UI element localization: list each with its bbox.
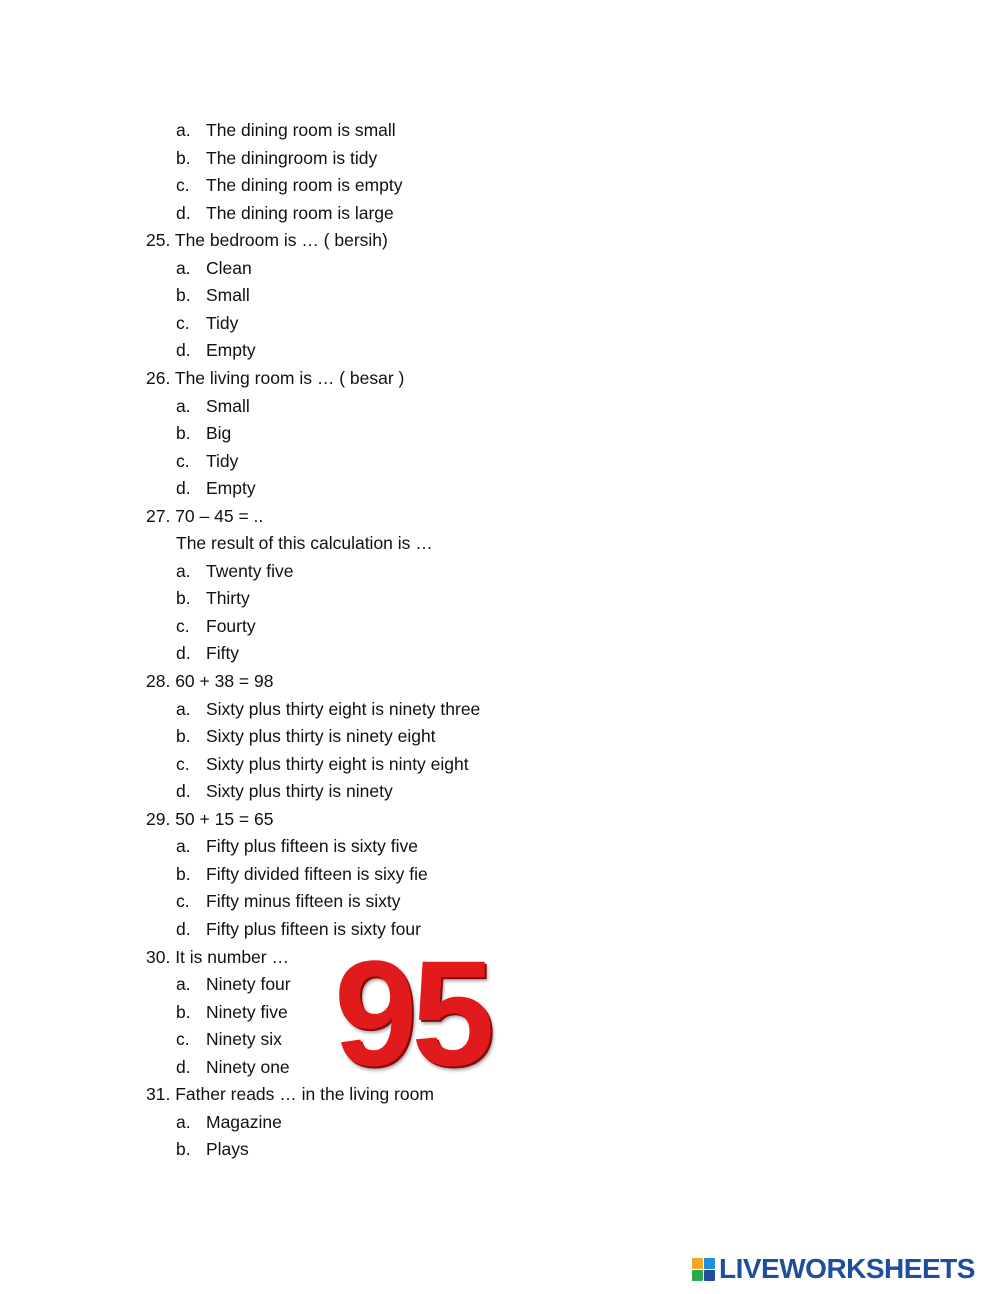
option-letter: c. xyxy=(176,615,190,636)
question-subtext-text: The result of this calculation is … xyxy=(176,533,433,554)
option-text: Tidy xyxy=(206,450,239,471)
option-letter: a. xyxy=(176,974,191,995)
option-letter: b. xyxy=(176,423,191,444)
option-text: Plays xyxy=(206,1139,249,1160)
option-text: Sixty plus thirty is ninety eight xyxy=(206,726,436,747)
option-letter: d. xyxy=(176,478,191,499)
option-text: Clean xyxy=(206,257,252,278)
option-letter: b. xyxy=(176,863,191,884)
option-text: Fourty xyxy=(206,615,256,636)
option-text: Ninety one xyxy=(206,1056,290,1077)
option-letter: d. xyxy=(176,202,191,223)
option-text: The dining room is large xyxy=(206,202,394,223)
option-letter: c. xyxy=(176,312,190,333)
option-letter: b. xyxy=(176,285,191,306)
option-letter: c. xyxy=(176,1029,190,1050)
option-letter: b. xyxy=(176,726,191,747)
option-text: Ninety five xyxy=(206,1001,288,1022)
option-text: Tidy xyxy=(206,312,239,333)
question-text: 31. Father reads … in the living room xyxy=(146,1084,434,1105)
question-text: 26. The living room is … ( besar ) xyxy=(146,367,405,388)
question-text: 28. 60 + 38 = 98 xyxy=(146,671,274,691)
option-letter: d. xyxy=(176,340,191,361)
question-text: 25. The bedroom is … ( bersih) xyxy=(146,230,388,251)
option-text: Sixty plus thirty eight is ninty eight xyxy=(206,753,469,774)
option-text: The dining room is empty xyxy=(206,175,403,196)
option-text: Ninety four xyxy=(206,974,291,995)
logo-text: LIVEWORKSHEETS xyxy=(719,1253,975,1284)
option-letter: a. xyxy=(176,698,191,719)
option-text: Fifty plus fifteen is sixty four xyxy=(206,918,421,939)
option-letter: a. xyxy=(176,560,191,581)
option-text: Fifty xyxy=(206,643,240,664)
option-text: Ninety six xyxy=(206,1029,282,1050)
option-letter: b. xyxy=(176,1139,191,1160)
option-text: Small xyxy=(206,285,250,306)
option-letter: c. xyxy=(176,175,190,196)
logo-mark-icon xyxy=(692,1258,715,1281)
option-letter: a. xyxy=(176,257,191,278)
option-text: Sixty plus thirty is ninety xyxy=(206,781,393,802)
option-letter: c. xyxy=(176,753,190,774)
option-text: Fifty plus fifteen is sixty five xyxy=(206,836,419,857)
option-text: Empty xyxy=(206,478,256,499)
option-text: The diningroom is tidy xyxy=(206,147,378,168)
question-text: 30. It is number … xyxy=(146,946,289,967)
option-letter: d. xyxy=(176,918,191,939)
option-text: Empty xyxy=(206,340,256,361)
question-text: 27. 70 – 45 = .. xyxy=(146,505,264,526)
option-text: Sixty plus thirty eight is ninety three xyxy=(206,698,481,719)
option-text: Twenty five xyxy=(206,560,294,581)
option-text: Fifty divided fifteen is sixy fie xyxy=(206,863,428,884)
option-text: Thirty xyxy=(206,588,250,609)
option-letter: a. xyxy=(176,395,191,416)
question-text: 29. 50 + 15 = 65 xyxy=(146,808,274,829)
option-letter: a. xyxy=(176,1111,191,1132)
option-letter: d. xyxy=(176,781,191,802)
option-text: Big xyxy=(206,423,232,444)
number-95-image: 95 xyxy=(334,929,489,1097)
option-letter: a. xyxy=(176,836,191,857)
option-text: The dining room is small xyxy=(206,120,396,140)
liveworksheets-logo[interactable] xyxy=(692,1254,975,1284)
option-letter: c. xyxy=(176,891,190,912)
option-letter: b. xyxy=(176,1001,191,1022)
option-letter: c. xyxy=(176,450,190,471)
option-letter: a. xyxy=(176,120,191,140)
option-text: Fifty minus fifteen is sixty xyxy=(206,891,401,912)
option-letter: b. xyxy=(176,147,191,168)
option-text: Small xyxy=(206,395,250,416)
option-text: Magazine xyxy=(206,1111,282,1132)
option-letter: d. xyxy=(176,643,191,664)
option-letter: d. xyxy=(176,1056,191,1077)
option-letter: b. xyxy=(176,588,191,609)
